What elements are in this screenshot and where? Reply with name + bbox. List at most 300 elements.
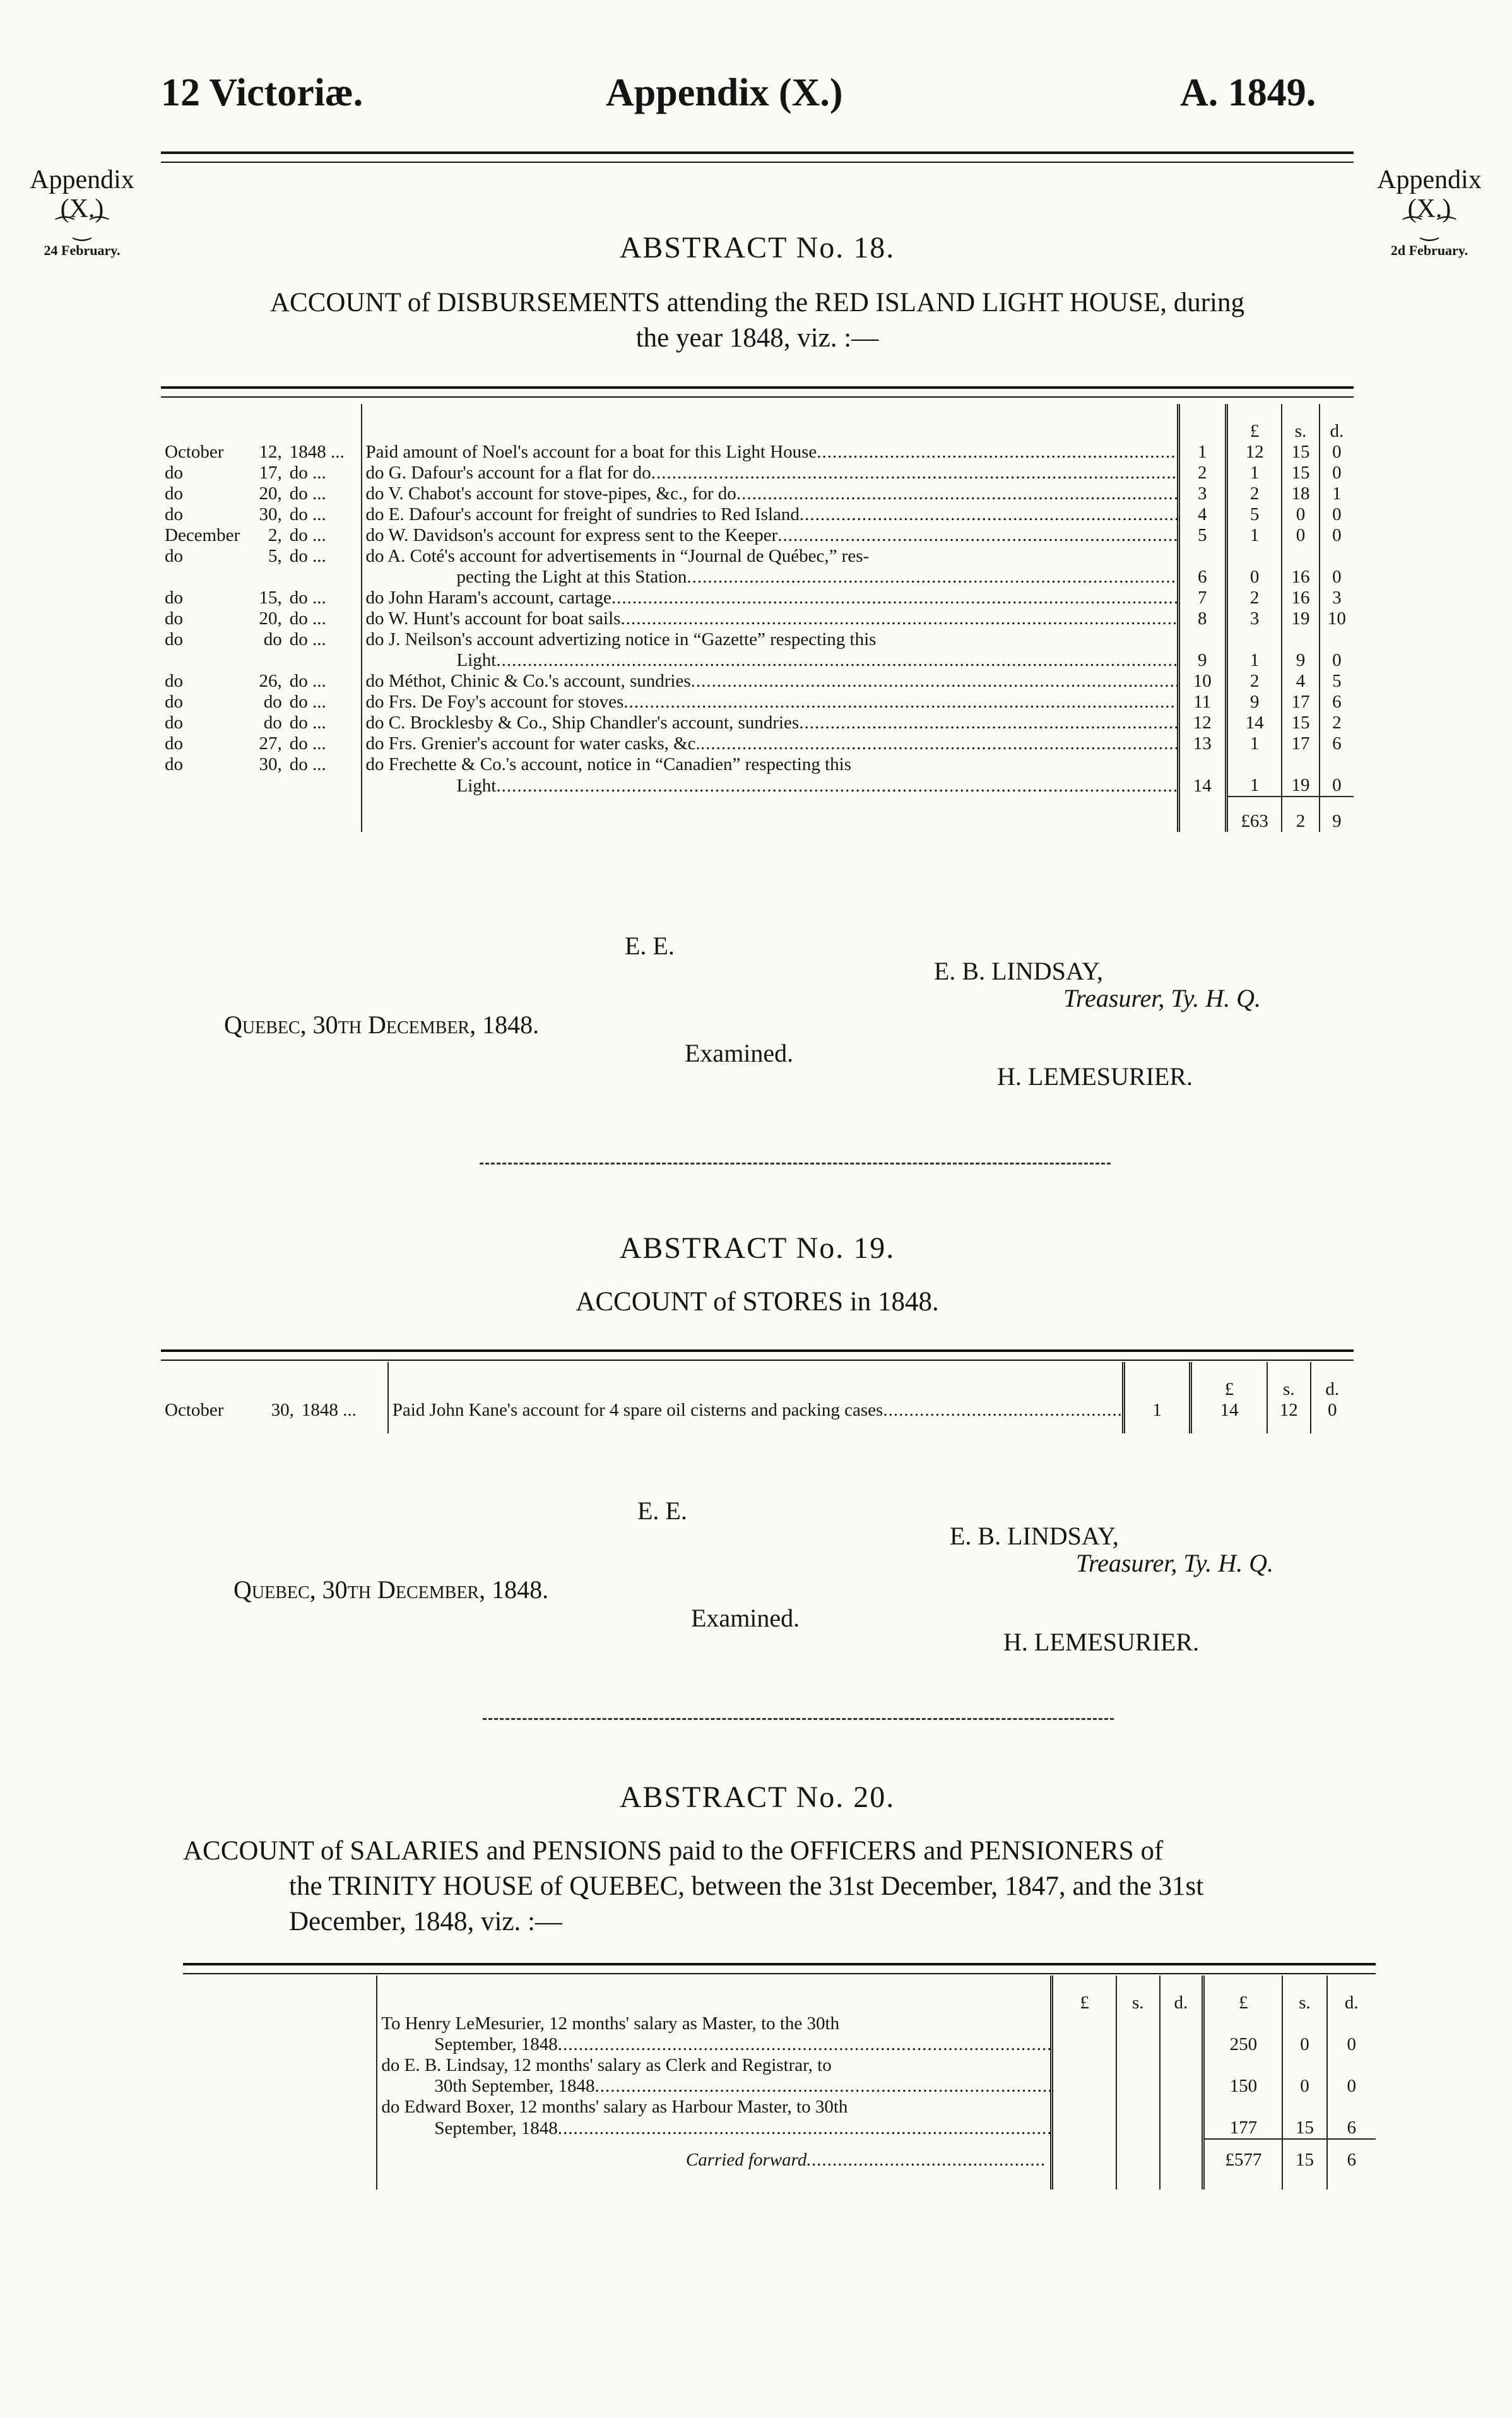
row-voucher: 14 [1178, 775, 1226, 797]
col-pence: d. [1311, 1362, 1354, 1400]
row-year: do ... [289, 588, 326, 608]
row-item [362, 671, 1179, 692]
row-year-text: do [289, 546, 308, 566]
table-header-row [161, 1362, 1354, 1400]
treasurer-name: E. B. LINDSAY, [950, 1522, 1119, 1550]
row-item-text: do Frs. Grenier's account for water casks, &c. [365, 733, 700, 754]
treasurer-name: E. B. LINDSAY, [934, 957, 1103, 985]
leader-dots [651, 463, 1178, 483]
row-shillings: 4 [1282, 671, 1319, 692]
row-blank-cell [1116, 2097, 1160, 2118]
row-pounds: 2 [1226, 671, 1282, 692]
row-item [362, 483, 1179, 504]
margin-sub: (X.) [60, 194, 104, 223]
examiner-name: H. LEMESURIER. [1003, 1628, 1199, 1656]
col-shillings-a: s. [1116, 1976, 1160, 2013]
row-blank-cell [1203, 2055, 1283, 2076]
row-item-cont [377, 2118, 1052, 2139]
row-pence: 0 [1327, 2076, 1376, 2097]
abstract18-desc-line2: the year 1848, viz. :— [635, 323, 879, 353]
row-year: do ... [289, 692, 326, 712]
row-item: do J. Neilson's account advertizing notice in “Gazette” respecting this [362, 629, 1179, 650]
total-shillings: 2 [1282, 797, 1319, 832]
table-row-continued [161, 546, 1354, 567]
carried-pence: 6 [1327, 2139, 1376, 2171]
row-item-text: do C. Brocklesby & Co., Ship Chandler's account, sundries [365, 713, 800, 733]
row-shillings: 17 [1282, 733, 1319, 754]
table-row-continued [161, 754, 1354, 775]
row-month: do [165, 608, 183, 629]
row-pence: 0 [1320, 567, 1354, 588]
leader-dots [700, 733, 1178, 754]
row-item: do A. Coté's account for advertisements in “Journal de Québec,” res- [362, 546, 1179, 567]
row-year-text: do [289, 713, 308, 733]
row-blank [244, 650, 286, 671]
table-row [161, 463, 1354, 483]
total-pence: 9 [1320, 797, 1354, 832]
row-item-text: do W. Davidson's account for express sent to the Keeper [365, 525, 778, 545]
row-item-text: do Méthot, Chinic & Co.'s account, sundries [365, 671, 691, 691]
col-pounds: £ [1191, 1362, 1267, 1400]
row-shillings: 16 [1282, 567, 1319, 588]
row-blank-dots [1052, 2118, 1116, 2139]
leader-dots [800, 504, 1178, 524]
row-shillings: 19 [1282, 608, 1319, 629]
row-blank [244, 775, 286, 797]
margin-sub: (X.) [1407, 194, 1451, 223]
row-year: do ... [289, 733, 326, 754]
row-blank-cell [1327, 2055, 1376, 2076]
table-spacer-row [161, 1421, 1354, 1433]
header-rule [161, 151, 1354, 163]
carried-shillings: 15 [1282, 2139, 1326, 2171]
margin-note-left [19, 165, 145, 265]
row-pounds: 0 [1226, 567, 1282, 588]
carried-forward-label [377, 2139, 1052, 2171]
row-month: do [165, 692, 183, 712]
row-year-text: 1848 [301, 1400, 338, 1420]
row-voucher: 1 [1123, 1400, 1190, 1421]
row-blank-dots [1116, 2076, 1160, 2097]
row-month: do [165, 546, 183, 566]
col-pence: d. [1320, 404, 1354, 442]
row-voucher: 12 [1178, 713, 1226, 733]
col-pence-a: d. [1160, 1976, 1203, 2013]
abstract20-rows [183, 2013, 1376, 2139]
row-pounds: 14 [1191, 1400, 1267, 1421]
row-day: 30, [259, 754, 282, 774]
header-right: A. 1849. [1180, 71, 1316, 114]
row-pounds: 1 [1226, 650, 1282, 671]
row-pounds: 3 [1226, 608, 1282, 629]
row-pence: 0 [1327, 2034, 1376, 2055]
ee-initials: E. E. [625, 932, 675, 960]
table-row [161, 1400, 1354, 1421]
abstract20-desc [183, 1834, 1382, 1940]
header-center: Appendix (X.) [606, 71, 843, 114]
row-blank [286, 775, 362, 797]
table-row [161, 650, 1354, 671]
place-date: Quebec, 30th December, 1848. [224, 1010, 540, 1039]
leader-dots [736, 483, 1178, 504]
row-blank-dots [1052, 2034, 1116, 2055]
row-month: October [165, 1400, 224, 1420]
leader-dots [687, 567, 1178, 587]
leader-dots [496, 776, 1178, 796]
leader-dots [611, 588, 1178, 608]
table-header-row [183, 1976, 1376, 2013]
row-shillings: 17 [1282, 692, 1319, 713]
abstract20-desc-line2: the TRINITY HOUSE of QUEBEC, between the 31st December, 1847, and the 31st [289, 1871, 1204, 1901]
row-year: do ... [289, 463, 326, 483]
abstract18-table [161, 404, 1354, 832]
row-voucher: 6 [1178, 567, 1226, 588]
row-year-text: do [289, 588, 308, 608]
row-item-text: September, 1848 [434, 2118, 558, 2138]
row-blank [183, 2097, 377, 2118]
row-pounds: 1 [1226, 463, 1282, 483]
row-month: do [165, 713, 183, 733]
row-year-text: do [289, 504, 308, 524]
row-pence: 5 [1320, 671, 1354, 692]
row-day: do [263, 629, 282, 649]
row-year-text: do [289, 608, 308, 629]
row-year-text: 1848 [289, 442, 326, 462]
table-row [161, 692, 1354, 713]
row-blank-cell [1116, 2013, 1160, 2034]
row-blank [183, 2118, 377, 2139]
row-month: December [165, 525, 240, 545]
table-row [161, 713, 1354, 733]
row-blank [183, 2055, 377, 2076]
row-year: 1848 ... [301, 1400, 357, 1420]
row-shillings: 0 [1282, 2034, 1326, 2055]
row-item-text: do W. Hunt's account for boat sails [365, 608, 621, 629]
row-month: October [165, 442, 224, 462]
row-item [362, 525, 1179, 546]
total-pounds: £63 [1226, 797, 1282, 832]
leader-dots [806, 2150, 1046, 2171]
row-shillings: 0 [1282, 504, 1319, 525]
table-spacer-row [183, 2171, 1376, 2190]
table-row [183, 2076, 1376, 2097]
row-month: do [165, 754, 183, 774]
row-blank-cell [1327, 2097, 1376, 2118]
row-year: do ... [289, 671, 326, 691]
row-blank-dots [1160, 2076, 1203, 2097]
row-shillings: 15 [1282, 713, 1319, 733]
row-blank-dots [1116, 2118, 1160, 2139]
row-blank [161, 567, 244, 588]
table-row [161, 483, 1354, 504]
row-day: 20, [259, 483, 282, 504]
row-voucher: 9 [1178, 650, 1226, 671]
row-blank-cell [1327, 2013, 1376, 2034]
row-blank [286, 567, 362, 588]
abstract20-table [183, 1976, 1376, 2190]
row-pence: 6 [1320, 733, 1354, 754]
row-item-text: do Frs. De Foy's account for stoves [365, 692, 624, 712]
row-pence: 0 [1320, 525, 1354, 546]
abstract19-top-rule [161, 1349, 1354, 1361]
row-pounds-blank [1226, 629, 1282, 650]
row-pence: 0 [1320, 463, 1354, 483]
row-blank-cell [1282, 2013, 1326, 2034]
leader-dots [883, 1400, 1123, 1420]
row-voucher: 3 [1178, 483, 1226, 504]
col-pounds-a: £ [1052, 1976, 1116, 2013]
row-voucher: 13 [1178, 733, 1226, 754]
abstract18-title: ABSTRACT No. 18. [619, 231, 895, 264]
row-year-text: do [289, 525, 308, 545]
leader-dots [817, 442, 1178, 462]
row-month: do [165, 504, 183, 524]
row-blank-cell [1052, 2097, 1116, 2118]
row-year-text: do [289, 754, 308, 774]
row-item-text: do G. Dafour's account for a flat for do [365, 463, 651, 483]
margin-note-right [1363, 165, 1496, 265]
ee-initials: E. E. [637, 1496, 687, 1525]
row-blank [183, 2076, 377, 2097]
row-blank-dots [1160, 2118, 1203, 2139]
row-day: 2, [268, 525, 282, 545]
row-voucher: 1 [1178, 442, 1226, 463]
header-left: 12 Victoriæ. [161, 71, 363, 114]
row-item: do Frechette & Co.'s account, notice in “Canadien” respecting this [362, 754, 1179, 775]
row-voucher-blank [1178, 629, 1226, 650]
row-day: 5, [268, 546, 282, 566]
row-pounds: 14 [1226, 713, 1282, 733]
table-row-continued [183, 2055, 1376, 2076]
row-month: do [165, 733, 183, 754]
row-pence: 0 [1311, 1400, 1354, 1421]
row-item [362, 504, 1179, 525]
row-pounds: 250 [1203, 2034, 1283, 2055]
row-pounds: 1 [1226, 733, 1282, 754]
abstract18-desc-line1: ACCOUNT of DISBURSEMENTS attending the RED ISLAND LIGHT HOUSE, during [270, 288, 1244, 317]
row-pounds: 9 [1226, 692, 1282, 713]
abstract20-title: ABSTRACT No. 20. [619, 1781, 895, 1814]
row-pence: 10 [1320, 608, 1354, 629]
row-shillings: 16 [1282, 588, 1319, 608]
row-year: do ... [289, 608, 326, 629]
row-shillings: 12 [1267, 1400, 1311, 1421]
row-day: 27, [259, 733, 282, 754]
row-item [362, 713, 1179, 733]
leader-dots [558, 2034, 1052, 2054]
row-item [362, 733, 1179, 754]
row-blank [161, 650, 244, 671]
leader-dots [799, 713, 1178, 733]
leader-dots [777, 525, 1178, 545]
row-item-text: Paid John Kane's account for 4 spare oil cisterns and packing cases [392, 1400, 883, 1420]
row-blank-cell [1282, 2055, 1326, 2076]
row-blank-cell [1203, 2097, 1283, 2118]
abstract20-top-rule [183, 1963, 1376, 1974]
row-item-text: do V. Chabot's account for stove-pipes, &c., for do [365, 483, 736, 504]
row-year-text: do [289, 463, 308, 483]
row-shillings: 9 [1282, 650, 1319, 671]
col-pence-b: d. [1327, 1976, 1376, 2013]
row-year: do ... [289, 629, 326, 649]
row-year: do ... [289, 504, 326, 524]
row-blank-cell [1160, 2055, 1203, 2076]
abstract19-desc: ACCOUNT of STORES in 1848. [576, 1287, 939, 1317]
row-blank [183, 2034, 377, 2055]
row-blank-cell [1052, 2013, 1116, 2034]
row-pence: 1 [1320, 483, 1354, 504]
row-pence: 0 [1320, 442, 1354, 463]
row-shillings: 15 [1282, 442, 1319, 463]
row-voucher: 4 [1178, 504, 1226, 525]
table-row [183, 2118, 1376, 2139]
row-voucher: 5 [1178, 525, 1226, 546]
abstract20-desc-line3: December, 1848, viz. :— [289, 1907, 562, 1936]
row-item: do E. B. Lindsay, 12 months' salary as Clerk and Registrar, to [377, 2055, 1052, 2076]
row-item-text: 30th September, 1848 [434, 2076, 595, 2096]
section-divider [483, 1718, 1114, 1720]
treasurer-title: Treasurer, Ty. H. Q. [1063, 984, 1261, 1012]
row-shillings-blank [1282, 546, 1319, 567]
row-shillings: 19 [1282, 775, 1319, 797]
row-day: 30, [271, 1400, 294, 1420]
row-item [362, 692, 1179, 713]
row-day: 12, [259, 442, 282, 462]
row-pounds: 1 [1226, 775, 1282, 797]
row-month: do [165, 463, 183, 483]
row-pounds-blank [1226, 754, 1282, 775]
row-voucher: 2 [1178, 463, 1226, 483]
row-day: 26, [259, 671, 282, 691]
table-row [161, 775, 1354, 797]
margin-label: Appendix [1377, 165, 1482, 194]
row-item-text: do E. Dafour's account for freight of sundries to Red Island [365, 504, 800, 524]
row-blank-cell [1160, 2097, 1203, 2118]
leader-dots [496, 650, 1178, 670]
row-pence: 0 [1320, 504, 1354, 525]
row-item [388, 1400, 1124, 1421]
row-pence: 6 [1320, 692, 1354, 713]
row-pounds: 2 [1226, 483, 1282, 504]
row-year-text: do [289, 629, 308, 649]
row-item: do Edward Boxer, 12 months' salary as Harbour Master, to 30th [377, 2097, 1052, 2118]
row-item-cont [362, 650, 1179, 671]
row-shillings: 15 [1282, 2118, 1326, 2139]
leader-dots [595, 2076, 1052, 2096]
row-item [362, 608, 1179, 629]
row-shillings-blank [1282, 629, 1319, 650]
table-row [161, 671, 1354, 692]
row-day: 17, [259, 463, 282, 483]
col-shillings: s. [1282, 404, 1319, 442]
carried-forward-row [183, 2139, 1376, 2171]
row-month: do [165, 483, 183, 504]
table-row [161, 733, 1354, 754]
table-row-continued [183, 2097, 1376, 2118]
row-pence: 6 [1327, 2118, 1376, 2139]
row-voucher: 10 [1178, 671, 1226, 692]
table-row-continued [183, 2013, 1376, 2034]
row-day: do [263, 692, 282, 712]
abstract20-desc-line1: ACCOUNT of SALARIES and PENSIONS paid to the OFFICERS and PENSIONERS of [183, 1836, 1164, 1866]
examined-label: Examined. [685, 1039, 794, 1067]
row-pounds: 2 [1226, 588, 1282, 608]
margin-date-right: 2d February. [1390, 242, 1468, 258]
row-blank [244, 567, 286, 588]
row-pence-blank [1320, 629, 1354, 650]
row-pounds: 12 [1226, 442, 1282, 463]
row-shillings-blank [1282, 754, 1319, 775]
leader-dots [691, 671, 1178, 691]
row-blank-cell [1052, 2055, 1116, 2076]
row-year-text: do [289, 483, 308, 504]
row-blank-cell [1282, 2097, 1326, 2118]
row-year: do ... [289, 483, 326, 504]
row-blank-cell [1203, 2013, 1283, 2034]
row-item [362, 463, 1179, 483]
table-row [161, 504, 1354, 525]
row-blank-cell [1160, 2013, 1203, 2034]
examined-label: Examined. [691, 1604, 800, 1632]
place-date: Quebec, 30th December, 1848. [233, 1575, 549, 1604]
carried-pounds: £577 [1203, 2139, 1283, 2171]
swash-ornament-icon: ⁀‿⁀ [56, 218, 108, 241]
row-item: To Henry LeMesurier, 12 months' salary as Master, to the 30th [377, 2013, 1052, 2034]
row-year-text: do [289, 692, 308, 712]
section-divider [480, 1163, 1111, 1165]
table-row [161, 588, 1354, 608]
row-voucher: 8 [1178, 608, 1226, 629]
abstract19-table [161, 1362, 1354, 1433]
row-month: do [165, 588, 183, 608]
row-pounds-blank [1226, 546, 1282, 567]
row-voucher: 11 [1178, 692, 1226, 713]
row-pence: 0 [1320, 650, 1354, 671]
row-blank-dots [1052, 2076, 1116, 2097]
row-month: do [165, 629, 183, 649]
col-pounds-b: £ [1203, 1976, 1283, 2013]
row-item-text: Light [456, 776, 497, 796]
abstract18-desc [161, 285, 1354, 356]
row-year-text: do [289, 733, 308, 754]
row-blank-dots [1116, 2034, 1160, 2055]
row-item-cont [377, 2076, 1052, 2097]
row-shillings: 0 [1282, 2076, 1326, 2097]
leader-dots [558, 2118, 1052, 2138]
row-blank [286, 650, 362, 671]
row-item-cont [362, 567, 1179, 588]
row-voucher-blank [1178, 754, 1226, 775]
row-blank [183, 2013, 377, 2034]
leader-dots [620, 608, 1178, 629]
abstract19-title: ABSTRACT No. 19. [619, 1231, 895, 1265]
examiner-name: H. LEMESURIER. [997, 1062, 1193, 1091]
row-pounds: 5 [1226, 504, 1282, 525]
row-day: 15, [259, 588, 282, 608]
row-month: do [165, 671, 183, 691]
row-blank-cell [1116, 2055, 1160, 2076]
abstract18-top-rule [161, 386, 1354, 398]
row-item [362, 442, 1179, 463]
row-item-text: pecting the Light at this Station [456, 567, 687, 587]
margin-label: Appendix [30, 165, 134, 194]
row-item [362, 588, 1179, 608]
row-shillings: 0 [1282, 525, 1319, 546]
row-voucher-blank [1178, 546, 1226, 567]
table-row-continued [161, 629, 1354, 650]
row-pounds: 150 [1203, 2076, 1283, 2097]
total-row [161, 797, 1354, 832]
